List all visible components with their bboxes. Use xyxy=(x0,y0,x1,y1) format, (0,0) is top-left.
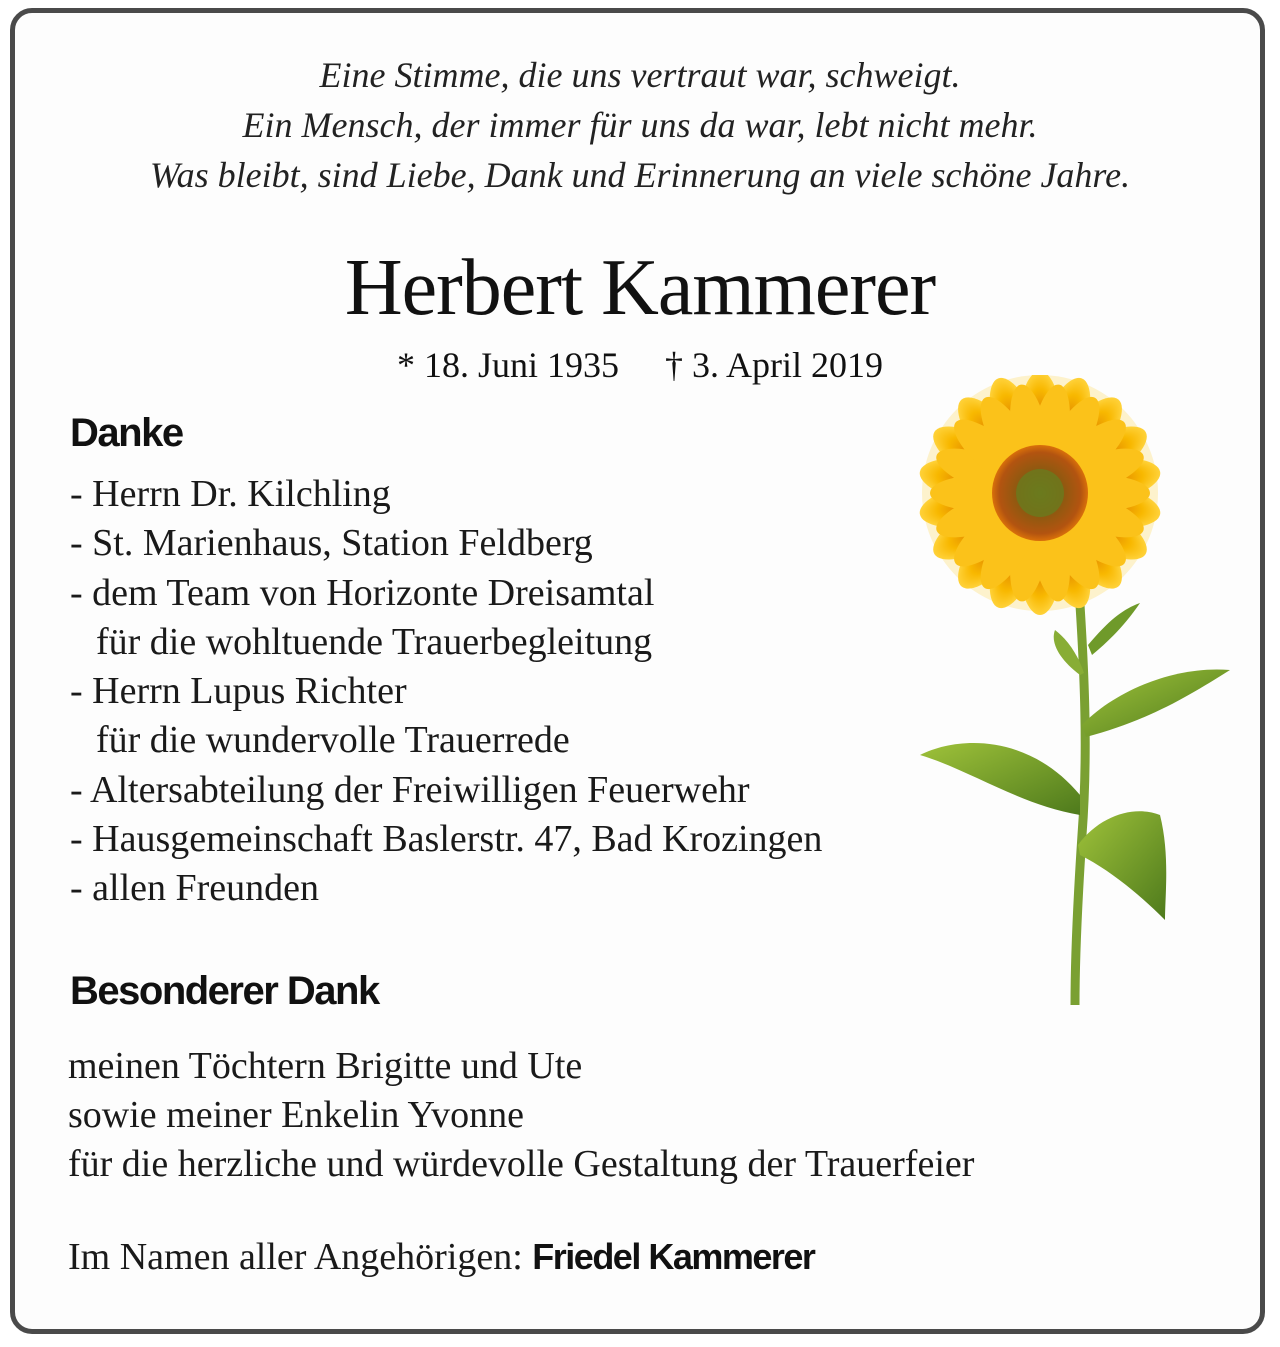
deceased-name: Herbert Kammerer xyxy=(344,244,936,332)
text-line: meinen Töchtern Brigitte und Ute xyxy=(68,1045,583,1087)
quote-line: Ein Mensch, der immer für uns da war, lebt nicht mehr. xyxy=(242,105,1038,145)
list-item: - Herrn Lupus Richter xyxy=(70,670,407,713)
sunflower-image xyxy=(910,375,1240,1015)
signer-name: Friedel Kammerer xyxy=(532,1236,815,1277)
list-item: für die wundervolle Trauerrede xyxy=(96,719,570,762)
list-item: - allen Freunden xyxy=(70,867,320,910)
list-item: für die wohltuende Trauerbegleitung xyxy=(96,620,653,663)
death-date: † 3. April 2019 xyxy=(665,345,884,385)
quote-line: Eine Stimme, die uns vertraut war, schweigt. xyxy=(319,55,961,95)
stem xyxy=(1075,575,1085,1005)
special-thanks-heading: Besonderer Dank xyxy=(70,969,379,1013)
thanks-heading: Danke xyxy=(70,411,183,455)
list-item: - St. Marienhaus, Station Feldberg xyxy=(70,522,593,565)
list-item: - dem Team von Horizonte Dreisamtal xyxy=(70,571,655,614)
memorial-quote xyxy=(0,50,1280,200)
leaf xyxy=(1088,603,1140,655)
leaf xyxy=(1078,811,1166,920)
signature-line xyxy=(68,1232,814,1282)
list-item: - Altersabteilung der Freiwilligen Feuerwehr xyxy=(70,768,750,811)
leaf xyxy=(920,743,1080,815)
leaf xyxy=(1082,669,1230,737)
thanks-list xyxy=(70,470,822,914)
special-thanks-text xyxy=(68,1042,974,1189)
petals xyxy=(916,375,1164,615)
birth-date: * 18. Juni 1935 xyxy=(396,345,619,385)
list-item: - Herrn Dr. Kilchling xyxy=(70,473,391,515)
text-line: für die herzliche und würdevolle Gestaltung der Trauerfeier xyxy=(68,1143,975,1185)
text-line: sowie meiner Enkelin Yvonne xyxy=(68,1094,524,1136)
signature-prefix: Im Namen aller Angehörigen: xyxy=(68,1236,523,1278)
list-item: - Hausgemeinschaft Baslerstr. 47, Bad Krozingen xyxy=(70,818,823,861)
quote-line: Was bleibt, sind Liebe, Dank und Erinnerung an viele schöne Jahre. xyxy=(149,155,1131,195)
